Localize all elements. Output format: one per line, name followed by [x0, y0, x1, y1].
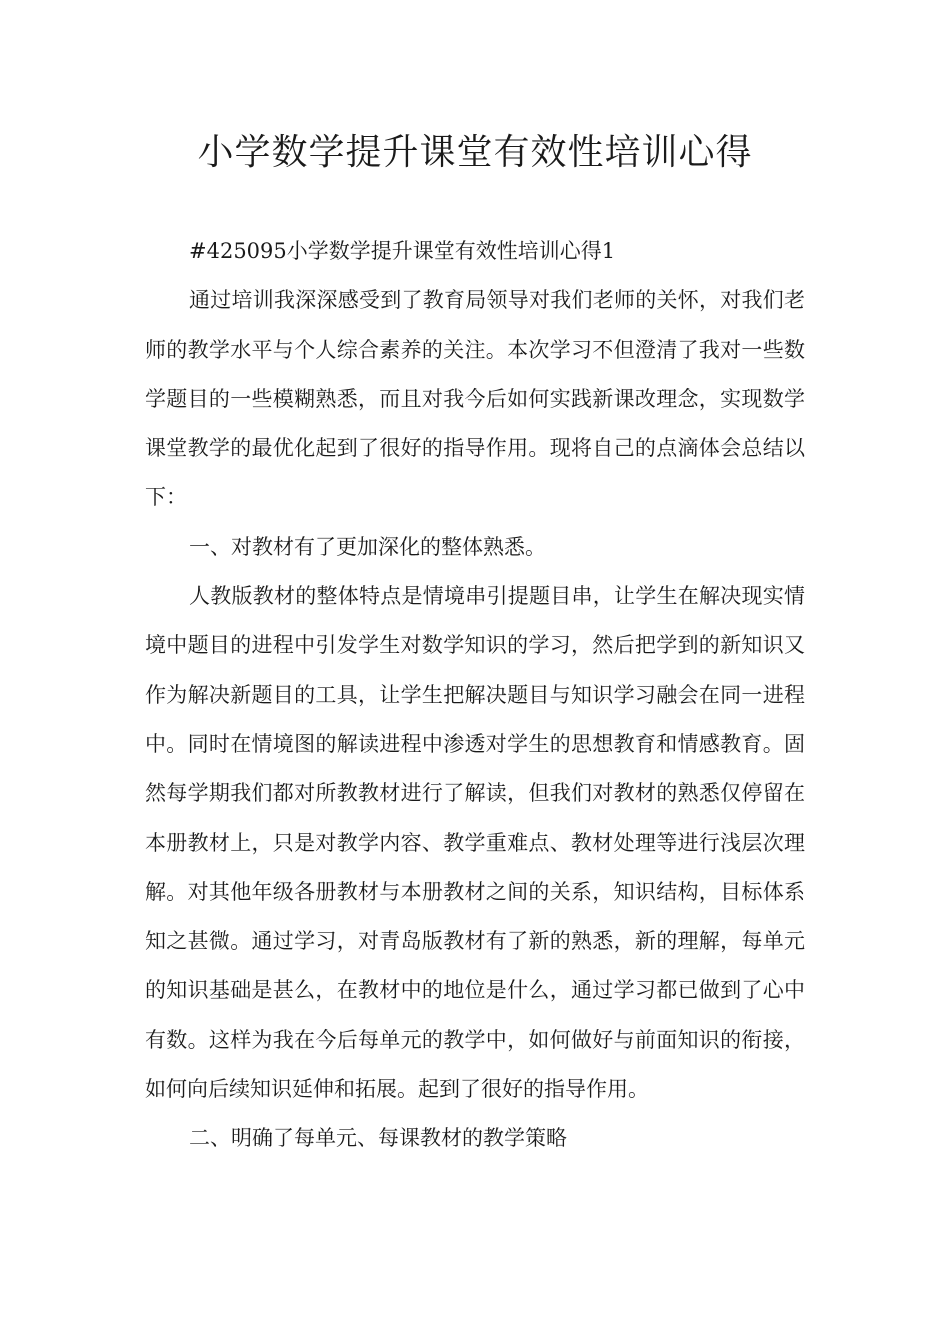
document-title: 小学数学提升课堂有效性培训心得	[197, 132, 753, 173]
section-heading-1: 一、对教材有了更加深化的整体熟悉。	[189, 534, 546, 559]
section-heading-2: 二、明确了每单元、每课教材的教学策略	[189, 1126, 567, 1151]
document-body	[145, 227, 805, 1164]
paragraph-section-1: 人教版教材的整体特点是情境串引提题目串，让学生在解决现实情境中题目的进程中引发学生对数学知识的学习，然后把学到的新知识又作为解决新题目的工具，让学生把解决题目与知识学习融会在同一进程中。同时在情境图的解读进程中渗透对学生的思想教育和情感教育。固然每学期我们都对所教教材进行了解读，但我们对教材的熟悉仅停留在本册教材上，只是对教学内容、教学重难点、教材处理等进行浅层次理解。对其他年级各册教材与本册教材之间的关系，知识结构，目标体系知之甚微。通过学习，对青岛版教材有了新的熟悉，新的理解，每单元的知识基础是甚么，在教材中的地位是什么，通过学习都已做到了心中有数。这样为我在今后每单元的教学中，如何做好与前面知识的衔接，如何向后续知识延伸和拓展。起到了很好的指导作用。	[145, 584, 805, 1102]
paragraph-heading-ref: #425095小学数学提升课堂有效性培训心得1	[189, 239, 616, 263]
paragraph-intro: 通过培训我深深感受到了教育局领导对我们老师的关怀，对我们老师的教学水平与个人综合素养的关注。本次学习不但澄清了我对一些数学题目的一些模糊熟悉，而且对我今后如何实践新课改理念，实现数学课堂教学的最优化起到了很好的指导作用。现将自己的点滴体会总结以下：	[145, 288, 805, 510]
